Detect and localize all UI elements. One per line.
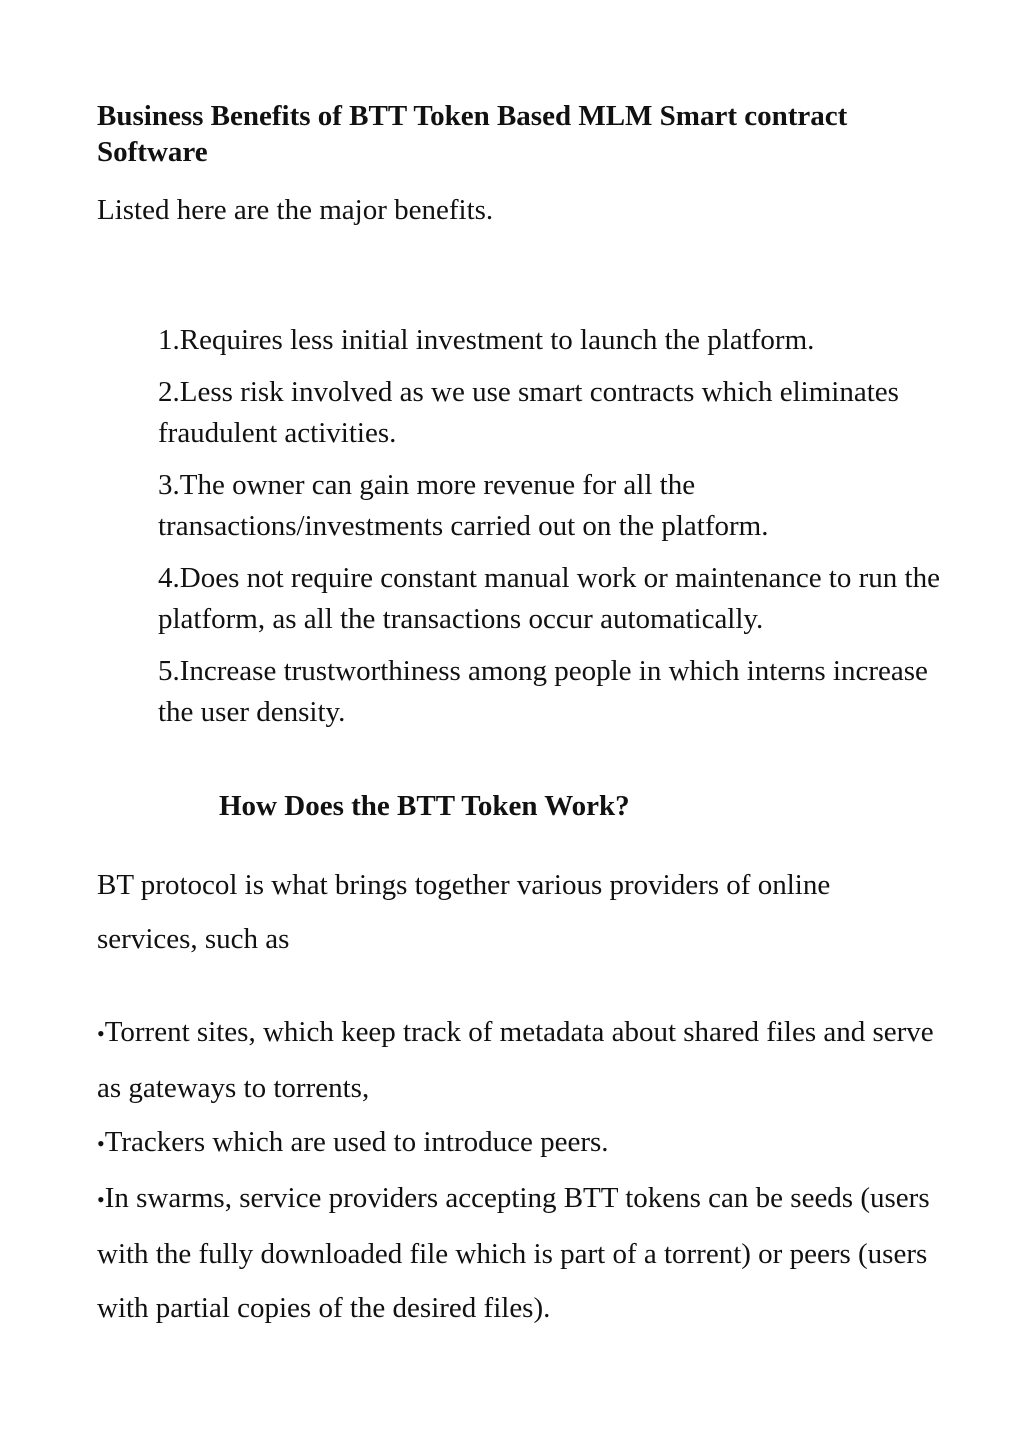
benefit-item: 4.Does not require constant manual work or maintenance to run the platform, as all the transactions occur automatically. (158, 562, 940, 635)
intro-text: Listed here are the major benefits. (97, 194, 494, 226)
benefit-item: 3.The owner can gain more revenue for all the transactions/investments carried out on the platform. (158, 469, 769, 542)
list-item-text: Torrent sites, which keep track of metadata about shared files and serve as gateways to torrents, (97, 1016, 934, 1104)
bullet-icon: • (97, 1187, 105, 1212)
list-item (97, 1115, 937, 1171)
sub-heading: How Does the BTT Token Work? (219, 790, 630, 822)
bullet-icon: • (97, 1021, 105, 1046)
benefit-item: 5.Increase trustworthiness among people in which interns increase the user density. (158, 655, 928, 728)
list-item (97, 1005, 937, 1115)
bullet-icon: • (97, 1131, 105, 1156)
list-item-text: In swarms, service providers accepting BTT tokens can be seeds (users with the fully downloaded file which is part of a torrent) or peers (users with partial copies of the desired files). (97, 1182, 930, 1324)
body-paragraph: BT protocol is what brings together various providers of online services, such as (97, 869, 831, 955)
services-list (97, 1005, 937, 1335)
benefits-list (158, 320, 948, 744)
list-item-text: Trackers which are used to introduce peers. (104, 1126, 609, 1158)
list-item (97, 1171, 937, 1335)
benefit-item: 1.Requires less initial investment to launch the platform. (158, 324, 815, 356)
section-heading: Business Benefits of BTT Token Based MLM Smart contract Software (97, 100, 848, 168)
benefit-item: 2.Less risk involved as we use smart contracts which eliminates fraudulent activities. (158, 376, 899, 449)
